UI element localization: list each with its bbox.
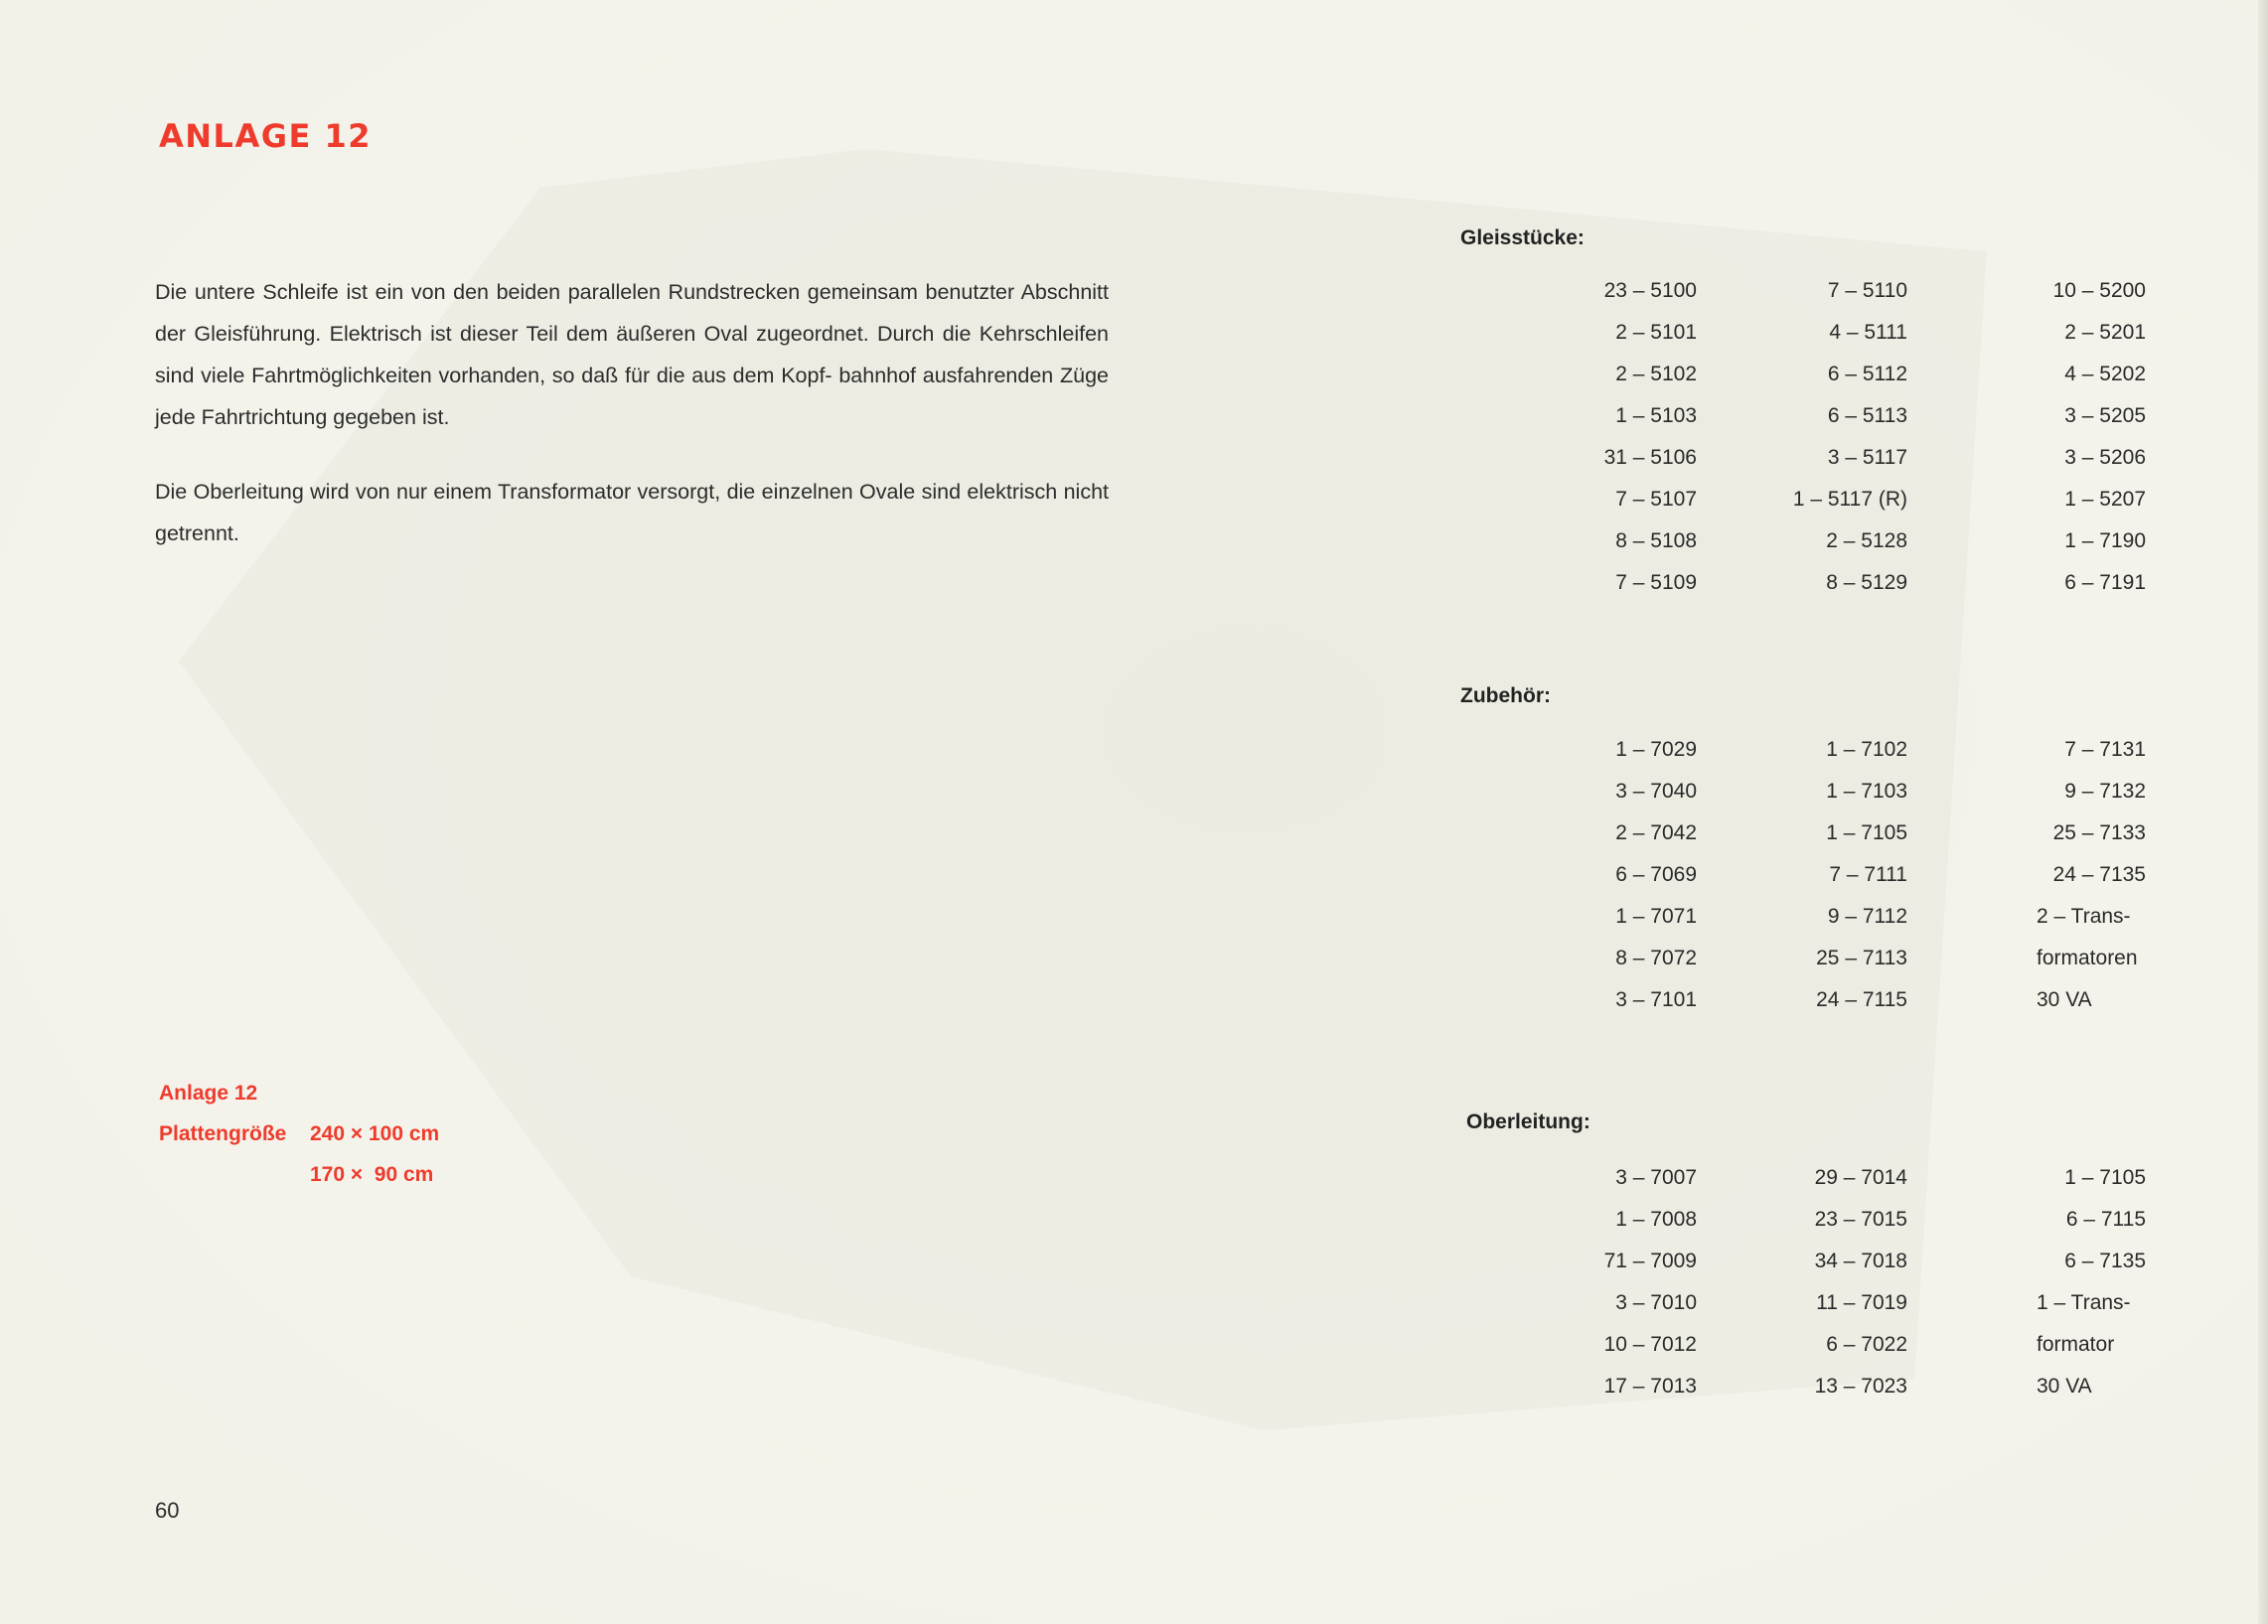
list-item: 13 – 7023 [1814, 1375, 1907, 1398]
list-item: 1 – 7103 [1826, 780, 1907, 803]
page-edge [2258, 0, 2268, 1624]
list-item: 23 – 5100 [1603, 279, 1697, 302]
list-item: 7 – 7131 [2064, 738, 2146, 761]
list-item: 2 – 5128 [1826, 529, 1907, 552]
list-item: 30 VA [2037, 1375, 2092, 1398]
list-item: 6 – 7115 [2065, 1208, 2146, 1231]
parts-column [1580, 1157, 1697, 1407]
caption-size-2: 170 × 90 cm [310, 1163, 434, 1186]
page-number: 60 [155, 1498, 180, 1523]
list-item: 8 – 7072 [1615, 947, 1697, 969]
page-heading: ANLAGE 12 [159, 117, 372, 155]
parts-column [1580, 729, 1697, 1021]
list-item: 4 – 5111 [1829, 321, 1907, 344]
caption-size-label: Plattengröße [159, 1122, 287, 1145]
list-item: 1 – 7029 [1615, 738, 1697, 761]
list-item: 29 – 7014 [1814, 1166, 1907, 1189]
parts-column [1580, 270, 1697, 604]
description-paragraph-1: Die untere Schleife ist ein von den beiden parallelen Rundstrecken gemeinsam benutzter Abschnitt der Gleisführung. Elektrisch ist dieser Teil dem äußeren Oval zugeordnet. Durch die Kehrschleifen sind viele Fahrtmöglichkeiten vorhanden, so daß für die aus dem Kopf- bahnhof ausfahrenden Züge jede Fahrtrichtung gegeben ist. [155, 280, 1109, 429]
caption-size-1: 240 × 100 cm [310, 1122, 440, 1145]
list-item: 24 – 7115 [1816, 988, 1907, 1011]
parts-column-note [2037, 1282, 2176, 1407]
list-item: formator [2037, 1333, 2115, 1356]
section-title-oberleitung: Oberleitung: [1466, 1110, 1590, 1133]
list-item: 71 – 7009 [1603, 1250, 1697, 1272]
list-item: 6 – 7069 [1615, 863, 1697, 886]
list-item: 1 – 7071 [1615, 905, 1697, 928]
parts-column [2007, 729, 2146, 896]
parts-column [2007, 1157, 2146, 1282]
list-item: 10 – 5200 [2052, 279, 2146, 302]
list-item: 6 – 7135 [2064, 1250, 2146, 1272]
list-item: 31 – 5106 [1603, 446, 1697, 469]
list-item: 1 – 7102 [1826, 738, 1907, 761]
list-item: 2 – 5102 [1615, 363, 1697, 385]
list-item: 7 – 5107 [1615, 488, 1697, 511]
list-item: 1 – 5207 [2064, 488, 2146, 511]
list-item: 1 – 7190 [2064, 529, 2146, 552]
list-item: 2 – Trans- [2037, 905, 2131, 928]
list-item: 30 VA [2037, 988, 2092, 1011]
list-item: 7 – 5110 [1827, 279, 1907, 302]
list-item: formatoren [2037, 947, 2138, 969]
list-item: 8 – 5129 [1826, 571, 1907, 594]
list-item: 23 – 7015 [1814, 1208, 1907, 1231]
parts-column [1788, 270, 1907, 604]
list-item: 6 – 7191 [2064, 571, 2146, 594]
list-item: 34 – 7018 [1814, 1250, 1907, 1272]
parts-column-note [2037, 896, 2176, 1021]
caption-size-row-1 [159, 1113, 439, 1154]
list-item: 2 – 5201 [2064, 321, 2146, 344]
list-item: 1 – 5117 (R) [1792, 488, 1907, 511]
parts-column [1788, 729, 1907, 1021]
parts-column [2007, 270, 2146, 604]
list-item: 3 – 7101 [1615, 988, 1697, 1011]
list-item: 6 – 7022 [1826, 1333, 1907, 1356]
list-item: 2 – 5101 [1615, 321, 1697, 344]
list-item: 17 – 7013 [1603, 1375, 1697, 1398]
section-title-gleisstuecke: Gleisstücke: [1460, 226, 1585, 249]
list-item: 7 – 7111 [1829, 863, 1907, 886]
list-item: 1 – 7105 [2064, 1166, 2146, 1189]
list-item: 10 – 7012 [1603, 1333, 1697, 1356]
list-item: 1 – 5103 [1615, 404, 1697, 427]
list-item: 1 – Trans- [2037, 1291, 2131, 1314]
list-item: 8 – 5108 [1615, 529, 1697, 552]
list-item: 3 – 5117 [1827, 446, 1907, 469]
list-item: 1 – 7008 [1615, 1208, 1697, 1231]
list-item: 3 – 7040 [1615, 780, 1697, 803]
caption-size-row-2 [159, 1154, 439, 1195]
list-item: 6 – 5113 [1827, 404, 1907, 427]
list-item: 11 – 7019 [1816, 1291, 1907, 1314]
list-item: 1 – 7105 [1826, 821, 1907, 844]
list-item: 2 – 7042 [1615, 821, 1697, 844]
layout-caption [159, 1073, 439, 1195]
list-item: 3 – 5205 [2064, 404, 2146, 427]
list-item: 3 – 7010 [1615, 1291, 1697, 1314]
caption-title-row [159, 1073, 439, 1113]
section-title-zubehoer: Zubehör: [1460, 684, 1551, 707]
list-item: 25 – 7113 [1816, 947, 1907, 969]
list-item: 3 – 5206 [2064, 446, 2146, 469]
list-item: 7 – 5109 [1615, 571, 1697, 594]
description-paragraph-2: Die Oberleitung wird von nur einem Transformator versorgt, die einzelnen Ovale sind elektrisch nicht getrennt. [155, 480, 1109, 545]
list-item: 4 – 5202 [2064, 363, 2146, 385]
list-item: 3 – 7007 [1615, 1166, 1697, 1189]
list-item: 9 – 7132 [2064, 780, 2146, 803]
caption-title: Anlage 12 [159, 1082, 258, 1105]
list-item: 9 – 7112 [1827, 905, 1907, 928]
parts-column [1788, 1157, 1907, 1407]
list-item: 25 – 7133 [2052, 821, 2146, 844]
list-item: 24 – 7135 [2052, 863, 2146, 886]
list-item: 6 – 5112 [1827, 363, 1907, 385]
